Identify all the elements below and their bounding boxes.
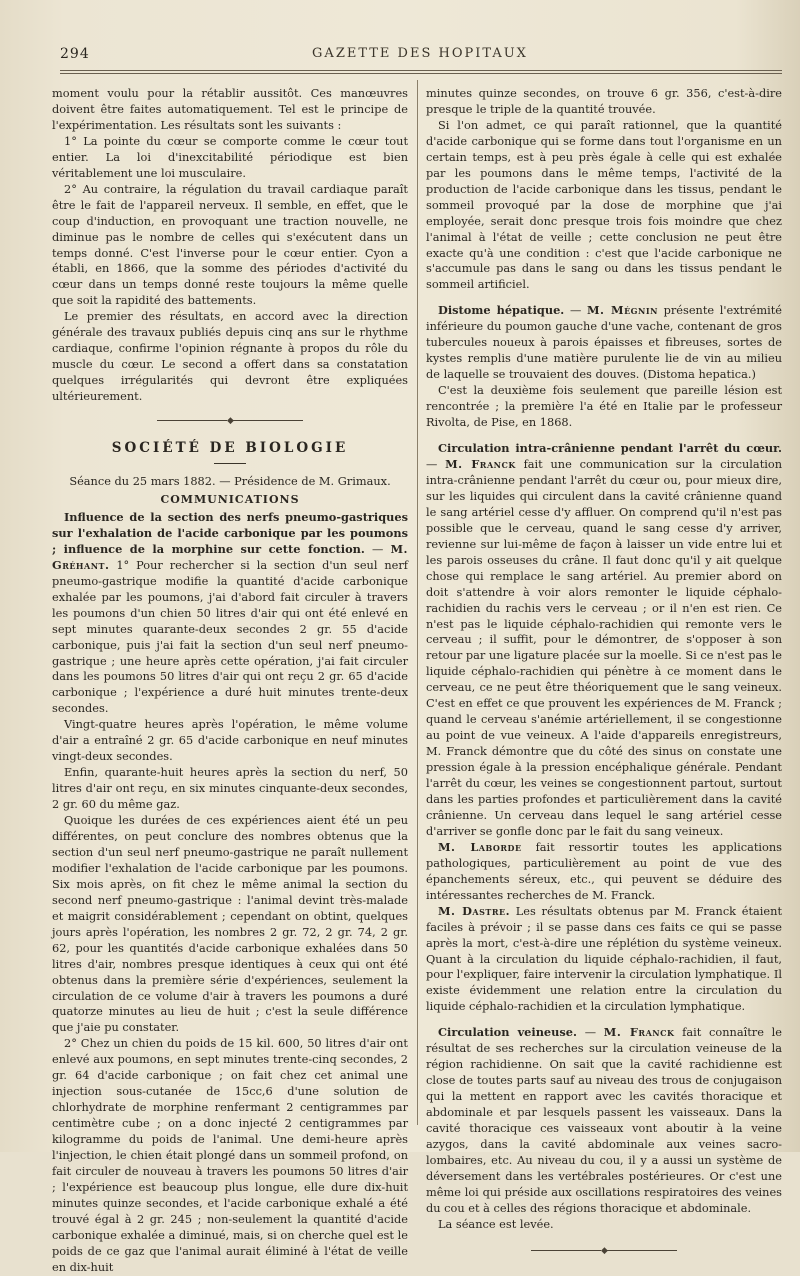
left-column: [52, 86, 408, 1276]
closing-line: La séance est levée.: [438, 1216, 554, 1231]
paragraph: Enfin, quarante-huit heures après la section du nerf, 50 litres d'air ont reçu, en six minutes cinquante-deux secondes, 2 gr. 60 du même gaz.: [52, 765, 408, 812]
author-name: M. Mégnin: [586, 303, 658, 318]
right-column: [426, 86, 782, 1261]
short-rule: [214, 463, 246, 464]
paragraph: Quoique les durées de ces expériences aient été un peu différentes, on peut conclure des nombres obtenus que la section d'un seul nerf pneumo-gastrique ne paraît nullement modifier l'exhalation de l'acide carbonique par les poumons. Six mois après, on fit chez le même animal la section du second nerf pneumo-gastrique : l'animal devint très-malade et maigrit considérablement ; cependant on obtint, quelques jours après l'opération, les nombres 2 gr. 72, 2 gr. 74, 2 gr. 62, pour les quantités d'acide carbonique exhalées dans 50 litres d'air, nombres presque identiques à ceux qui ont été obtenus dans la première série d'expériences, seulement la circulation de ce volume d'air à travers les poumons a duré quatorze minutes au lieu de huit ; c'est la seule différence que j'aie pu constater.: [52, 813, 408, 1035]
paragraph: 2° Au contraire, la régulation du travail cardiaque paraît être le fait de l'appareil nerveux. Il semble, en effet, que le coup d'induction, en provoquant une traction nouvelle, ne diminue pas le nombre de celles qui s'exécutent dans un temps donné. C'est l'inverse pour le cœur entier. Cyon a établi, en 1866, que la somme des périodes d'activité du cœur dans un temps donné reste toujours la même quelle que soit la rapidité des battements.: [52, 181, 408, 308]
communication-text: fait connaître le résultat de ses recherches sur la circulation veineuse de la région rachidienne. On sait que la cavité rachidienne est close de toutes parts sauf au niveau des trous de conjugaison qui la mettent en rapport avec les cavités thoracique et abdominale et par lesquels passent les vaisseaux. Dans la cavité thoracique ces vaisseaux vont aboutir à la veine azygos, dans la cavité abdominale aux veines sacro-lombaires, etc. Au niveau du cou, il y a aussi un système de déversement dans les vertébrales postérieures. Or c'est une même loi qui préside aux oscillations respiratoires des veines du cou et à celles des régions thoracique et abdominale.: [426, 1025, 783, 1215]
ornament-divider: ◆: [52, 411, 408, 431]
paragraph: Vingt-quatre heures après l'opération, le même volume d'air a entraîné 2 gr. 65 d'acide carbonique en neuf minutes vingt-deux secondes.: [52, 717, 408, 764]
paragraph: moment voulu pour la rétablir aussitôt. Ces manœuvres doivent être faites automatiquement. Tel est le principe de l'expérimentation. Les résultats sont les suivants :: [52, 86, 408, 132]
author-name: M. Dastre.: [438, 903, 511, 918]
communication-text: Les résultats obtenus par M. Franck étaient faciles à prévoir ; il se passe dans ces faits ce qui se passe après la mort, c'est-à-dire une réplétion du système veineux. Quant à la circulation du liquide céphalo-rachidien, il faut, pour l'expliquer, faire intervenir la circulation lymphatique. Il existe évidemment une relation entre la circulation du liquide céphalo-rachidien et la circulation lymphatique.: [426, 903, 782, 1014]
paragraph: minutes quinze secondes, on trouve 6 gr. 356, c'est-à-dire presque le triple de la quantité trouvée.: [426, 86, 782, 116]
paragraph: Si l'on admet, ce qui paraît rationnel, que la quantité d'acide carbonique qui se forme dans tout l'organisme en un certain temps, est à peu près égale à celle qui est exhalée par les poumons dans le même temps, l'activité de la production de l'acide carbonique dans les tissus, pendant le sommeil provoqué par la dose de morphine que j'ai employée, serait donc presque trois fois moindre que chez l'animal à l'état de veille ; cette conclusion ne peut être exacte qu'à une condition : c'est que l'acide carbonique ne s'accumule pas dans le sang ou dans les tissus pendant le sommeil artificiel.: [426, 117, 782, 292]
ornament-divider: ◆: [426, 1241, 782, 1261]
page-number: 294: [60, 46, 90, 62]
paragraph: 2° Chez un chien du poids de 15 kil. 600, 50 litres d'air ont enlevé aux poumons, en sept minutes trente-cinq secondes, 2 gr. 64 d'acide carbonique ; on fait chez cet animal une injection sous-cutanée de 15cc,6 d'une solution de chlorhydrate de morphine renfermant 2 centigrammes par centimètre cube ; on a donc injecté 2 centigrammes par kilogramme du poids de l'animal. Une demi-heure après l'injection, le chien était plongé dans un sommeil profond, on fait circuler de nouveau à travers les poumons 50 litres d'air ; l'expérience est beaucoup plus longue, elle dure dix-huit minutes quinze secondes, et l'acide carbonique exhalé a été trouvé égal à 2 gr. 245 ; non-seulement la quantité d'acide carbonique exhalée a diminué, mais, si on cherche quel est le poids de ce gaz que l'animal aurait éliminé à l'état de veille en dix-huit: [52, 1036, 408, 1274]
communication-paragraph: Influence de la section des nerfs pneumo-gastriques sur l'exhalation de l'acide carbonique par les poumons ; influence de la morphine sur cette fonction. — M. Gréhant. 1° Pour rechercher si la section d'un seul nerf pneumo-gastrique modifie la quantité d'acide carbonique exhalée par les poumons, j'ai d'abord fait circuler à travers les poumons d'un chien 50 litres d'air qui ont été enlevé en sept minutes quarante-deux secondes 2 gr. 55 d'acide carbonique, puis j'ai fait la section d'un seul nerf pneumo-gastrique ; une heure après cette opération, j'ai fait circuler dans les poumons 50 litres d'air qui ont reçu 2 gr. 65 d'acide carbonique ; l'expérience a duré huit minutes trente-deux secondes.: [52, 509, 409, 716]
communication-paragraph: [426, 904, 782, 1016]
communication-title: Distome hépatique.: [438, 303, 565, 318]
column-divider: [417, 80, 418, 1125]
header-rule-bottom: [60, 73, 782, 74]
section-title: SOCIÉTÉ DE BIOLOGIE: [111, 440, 349, 457]
communication-title: Circulation intra-crânienne pendant l'arrêt du cœur.: [438, 441, 782, 456]
communication-title: Circulation veineuse.: [438, 1025, 577, 1040]
communication-text: présente l'extrémité inférieure du poumon gauche d'une vache, contenant de gros tubercules noueux à parois épaisses et fibreuses, sortes de kystes remplis d'une matière purulente lie de vin au milieu de laquelle se trouvaient des douves. (Distoma hepatica.): [426, 303, 783, 382]
communication-title: Influence de la section des nerfs pneumo-gastriques sur l'exhalation de l'acide carbonique par les poumons ; influence de la morphine sur cette fonction.: [52, 509, 408, 556]
communication-paragraph: [426, 840, 782, 904]
header-rule-top: [60, 70, 782, 71]
author-name: M. Gréhant.: [52, 541, 408, 572]
communication-paragraph: Circulation intra-crânienne pendant l'arrêt du cœur. — M. Franck fait une communication sur la circulation intra-crânienne pendant l'arrêt du cœur ou, pour mieux dire, sur les liquides qui circulent dans la cavité crânienne quand le sang artériel cesse d'y affluer. On comprend qu'il n'est pas possible que le cerveau, quand le sang cesse d'y arriver, revienne sur lui-même de façon à laisser un vide entre lui et les parois osseuses du crâne. Il faut donc qu'il y ait quelque chose qui remplace le sang artériel. Au premier abord on doit s'attendre à voir alors remonter le liquide céphalo-rachidien du rachis vers le cerveau ; or il n'en est rien. Ce n'est pas le liquide céphalo-rachidien qui remonte vers le cerveau ; il suffit, pour le démontrer, de s'opposer à son retour par une ligature placée sur la moelle. Si ce n'est pas le liquide céphalo-rachidien qui pénètre à ce moment dans le cerveau, ce ne peut être théoriquement que le sang veineux. C'est en effet ce que prouvent les expériences de M. Franck ; quand le cerveau s'anémie artériellement, il se congestionne au point de vue veineux. A l'aide d'appareils enregistreurs, M. Franck démontre que du côté des sinus on constate une pression égale à la pression encéphalique générale. Pendant l'arrêt du cœur, les veines se congestionnent partout, surtout dans les parties profondes et particulièrement dans la cavité crânienne. Un cerveau dans lequel le sang artériel cesse d'arriver se gonfle donc par le fait du sang veineux.: [426, 441, 783, 838]
communication-text: fait ressortir toutes les applications pathologiques, particulièrement au point de vue des épanchements séreux, etc., qui peuvent se déduire des intéressantes recherches de M. Franck.: [426, 839, 783, 902]
communications-heading: COMMUNICATIONS: [160, 492, 300, 506]
paragraph: C'est la deuxième fois seulement que pareille lésion est rencontrée ; la première l'a été en Italie par le professeur Rivolta, de Pise, en 1868.: [426, 383, 782, 430]
session-line: Séance du 25 mars 1882. — Présidence de M. Grimaux.: [69, 474, 391, 489]
communication-paragraph: Distome hépatique. — M. Mégnin présente l'extrémité inférieure du poumon gauche d'une vache, contenant de gros tubercules noueux à parois épaisses et fibreuses, sortes de kystes remplis d'une matière purulente lie de vin au milieu de laquelle se trouvaient des douves. (Distoma hepatica.): [426, 303, 783, 382]
author-name: M. Franck: [445, 456, 516, 471]
author-name: M. Laborde: [438, 839, 522, 854]
paragraph: 1° La pointe du cœur se comporte comme le cœur tout entier. La loi d'inexcitabilité périodique est bien véritablement une loi musculaire.: [52, 133, 408, 180]
communication-text: 1° Pour rechercher si la section d'un seul nerf pneumo-gastrique modifie la quantité d'acide carbonique exhalée par les poumons, j'ai d'abord fait circuler à travers les poumons d'un chien 50 litres d'air qui ont été enlevé en sept minutes quarante-deux secondes 2 gr. 55 d'acide carbonique, puis j'ai fait la section d'un seul nerf pneumo-gastrique ; une heure après cette opération, j'ai fait circuler dans les poumons 50 litres d'air qui ont reçu 2 gr. 65 d'acide carbonique ; l'expérience a duré huit minutes trente-deux secondes.: [52, 557, 409, 716]
paragraph: Le premier des résultats, en accord avec la direction générale des travaux publiés depuis cinq ans sur le rhythme cardiaque, confirme l'opinion régnante à propos du rôle du muscle du cœur. Le second a offert dans sa constatation quelques irrégularités qui devront être expliquées ultérieurement.: [52, 309, 408, 404]
communication-paragraph: Circulation veineuse. — M. Franck fait connaître le résultat de ses recherches sur la circulation veineuse de la région rachidienne. On sait que la cavité rachidienne est close de toutes parts sauf au niveau des trous de conjugaison qui la mettent en rapport avec les cavités thoracique et abdominale et par lesquels passent les vaisseaux. Dans la cavité thoracique ces vaisseaux vont aboutir à la veine azygos, dans la cavité abdominale aux veines sacro-lombaires, etc. Au niveau du cou, il y a aussi un système de déversement dans les vertébrales postérieures. Or c'est une même loi qui préside aux oscillations respiratoires des veines du cou et à celles des régions thoracique et abdominale.: [426, 1025, 783, 1215]
journal-title: GAZETTE DES HOPITAUX: [312, 46, 528, 61]
author-name: M. Franck: [603, 1025, 675, 1040]
page-header: [60, 44, 780, 66]
communication-text: fait une communication sur la circulation intra-crânienne pendant l'arrêt du cœur ou, pour mieux dire, sur les liquides qui circulent dans la cavité crânienne quand le sang artériel cesse d'y affluer. On comprend qu'il n'est pas possible que le cerveau, quand le sang cesse d'y arriver, revienne sur lui-même de façon à laisser un vide entre lui et les parois osseuses du crâne. Il faut donc qu'il y ait quelque chose qui remplace le sang artériel. Au premier abord on doit s'attendre à voir alors remonter le liquide céphalo-rachidien du rachis vers le cerveau ; or il n'en est rien. Ce n'est pas le liquide céphalo-rachidien qui remonte vers le cerveau ; il suffit, pour le démontrer, de s'opposer à son retour par une ligature placée sur la moelle. Si ce n'est pas le liquide céphalo-rachidien qui pénètre à ce moment dans le cerveau, ce ne peut être théoriquement que le sang veineux. C'est en effet ce que prouvent les expériences de M. Franck ; quand le cerveau s'anémie artériellement, il se congestionne au point de vue veineux. A l'aide d'appareils enregistreurs, M. Franck démontre que du côté des sinus on constate une pression égale à la pression encéphalique générale. Pendant l'arrêt du cœur, les veines se congestionnent partout, surtout dans les parties profondes et particulièrement dans la cavité crânienne. Un cerveau dans lequel le sang artériel cesse d'arriver se gonfle donc par le fait du sang veineux.: [426, 456, 783, 838]
